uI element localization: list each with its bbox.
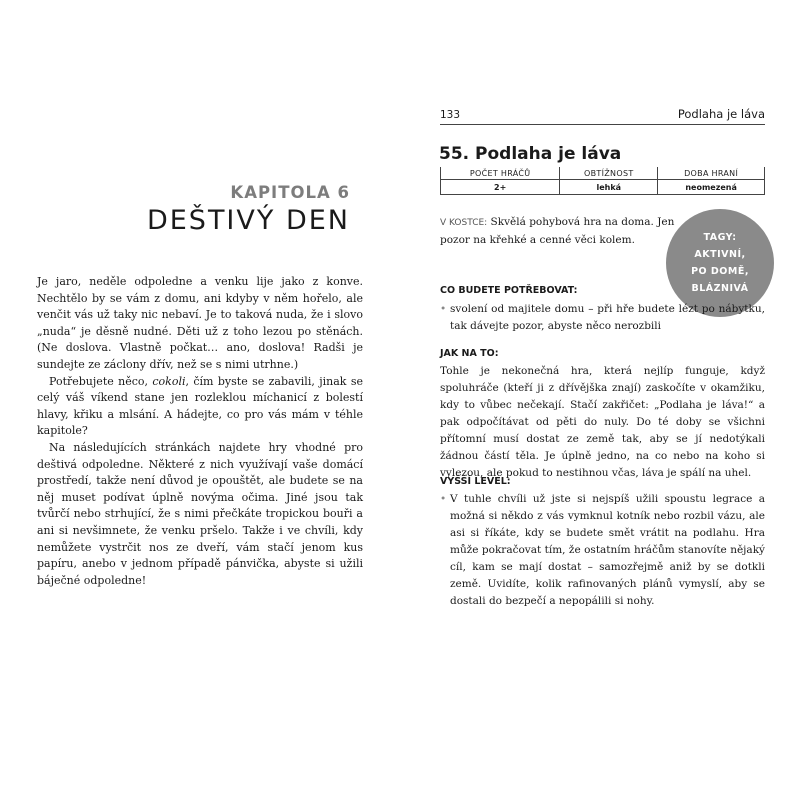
summary-text: Skvělá pohybová hra na doma. Jen pozor na křehké a cenné věci kolem. <box>440 216 675 246</box>
chapter-intro-text <box>37 274 363 589</box>
info-value-duration: neomezená <box>658 180 765 195</box>
intro-paragraph-1: Je jaro, neděle odpoledne a venku lije jako z konve. Nechtělo by se vám z domu, ani kdyby v něm hořelo, ale venčit vás už taky nic nebaví. Je to taková nuda, že i slovo „nuda“ je děsně nudné. Děti už z toho lezou po stěnách. (Ne doslova. Vlastně počkat… ano, doslova! Radši je sundejte ze záclony dřív, než se s nimi utrhne.) <box>37 275 363 371</box>
higher-level-item-text: V tuhle chvíli už jste si nejspíš užili spoustu legrace a možná si někdo z vás vymknul kotník nebo rozbil vázu, ale asi si říkáte, kdy se budete smět vrátit na podlahu. Hra může pokračovat tím, že ostatním hráčům stanovíte nějaký cíl, kam se mají dostat – samozřejmě aniž by se dotkli země. Uvidíte, kolik rafinovaných plánů vymyslí, aby se dostali do bezpečí a nepopálili si nohy. <box>450 493 765 607</box>
summary-lead: V KOSTCE: <box>440 218 488 228</box>
how-to-heading: JAK NA TO: <box>440 348 499 359</box>
summary <box>440 214 680 249</box>
chapter-label: KAPITOLA 6 <box>230 183 350 202</box>
higher-level-heading: VYŠŠÍ LEVEL: <box>440 476 511 487</box>
how-to-text: Tohle je nekonečná hra, která nejlíp funguje, když spoluhráče (kteří ji z dřívějška znají) zaskočíte v okamžiku, kdy to vůbec nečekají. Stačí zakřičet: „Podlaha je láva!“ a pak odpočítávat od pěti do nuly. Do té doby se všichni přítomní musí dostat ze země tak, aby se jí nedotýkali žádnou částí těla. Je úplně jedno, na co nebo na koho si vylezou, ale pokud to nestihnou včas, láva je spálí na uhel. <box>440 365 765 479</box>
page-number: 133 <box>440 109 461 121</box>
intro-paragraph-3: Na následujících stránkách najdete hry vhodné pro deštivá odpoledne. Některé z nich využívají vaše domácí prostředí, takže není důvod je opouštět, ale budete se na něj muset podívat úplně novýma očima. Jiné jsou tak tvůrčí nebo strhující, že s nimi přečkáte tropickou bouři a ani si nevšimnete, že venku pršelo. Takže i ve chvíli, kdy nemůžete vystrčit nos ze dveří, vám stačí jenom kus papíru, anebo v jednom případě pánvička, abyste si užili báječné odpoledne! <box>37 440 363 587</box>
running-title: Podlaha je láva <box>677 107 765 121</box>
info-table-value-row <box>441 180 765 195</box>
bullet-icon: • <box>440 493 447 505</box>
needs-item-text: svolení od majitele domu – při hře budete lézt po nábytku, tak dávejte pozor, abyste něco nerozbili <box>450 303 765 332</box>
game-info-table <box>440 167 765 195</box>
tag-item: BLÁZNIVÁ <box>691 283 749 294</box>
bullet-icon: • <box>440 303 447 315</box>
info-header-duration: DOBA HRANÍ <box>658 167 765 180</box>
tag-item: PO DOMĚ, <box>691 266 749 277</box>
higher-level-list-item <box>440 491 765 610</box>
running-header <box>440 106 765 125</box>
game-title: 55. Podlaha je láva <box>439 144 622 164</box>
needs-list-item <box>440 301 765 335</box>
tags-label: TAGY: <box>703 232 737 243</box>
chapter-title: DEŠTIVÝ DEN <box>146 205 350 236</box>
info-header-difficulty: OBTÍŽNOST <box>560 167 658 180</box>
tag-item: AKTIVNÍ, <box>694 249 746 260</box>
emphasized-word: cokoli <box>152 374 186 388</box>
info-header-players: POČET HRÁČŮ <box>441 167 560 180</box>
info-value-players: 2+ <box>441 180 560 195</box>
intro-paragraph-2: Potřebujete něco, cokoli, čím byste se zabavili, jinak se celý váš víkend stane jen rozleklou míchanicí z bolestí hlavy, křiku a mlsání. A hádejte, co pro vás mám v téhle kapitole? <box>37 374 363 438</box>
info-value-difficulty: lehká <box>560 180 658 195</box>
needs-heading: CO BUDETE POTŘEBOVAT: <box>440 285 578 296</box>
info-table-header-row <box>441 167 765 180</box>
